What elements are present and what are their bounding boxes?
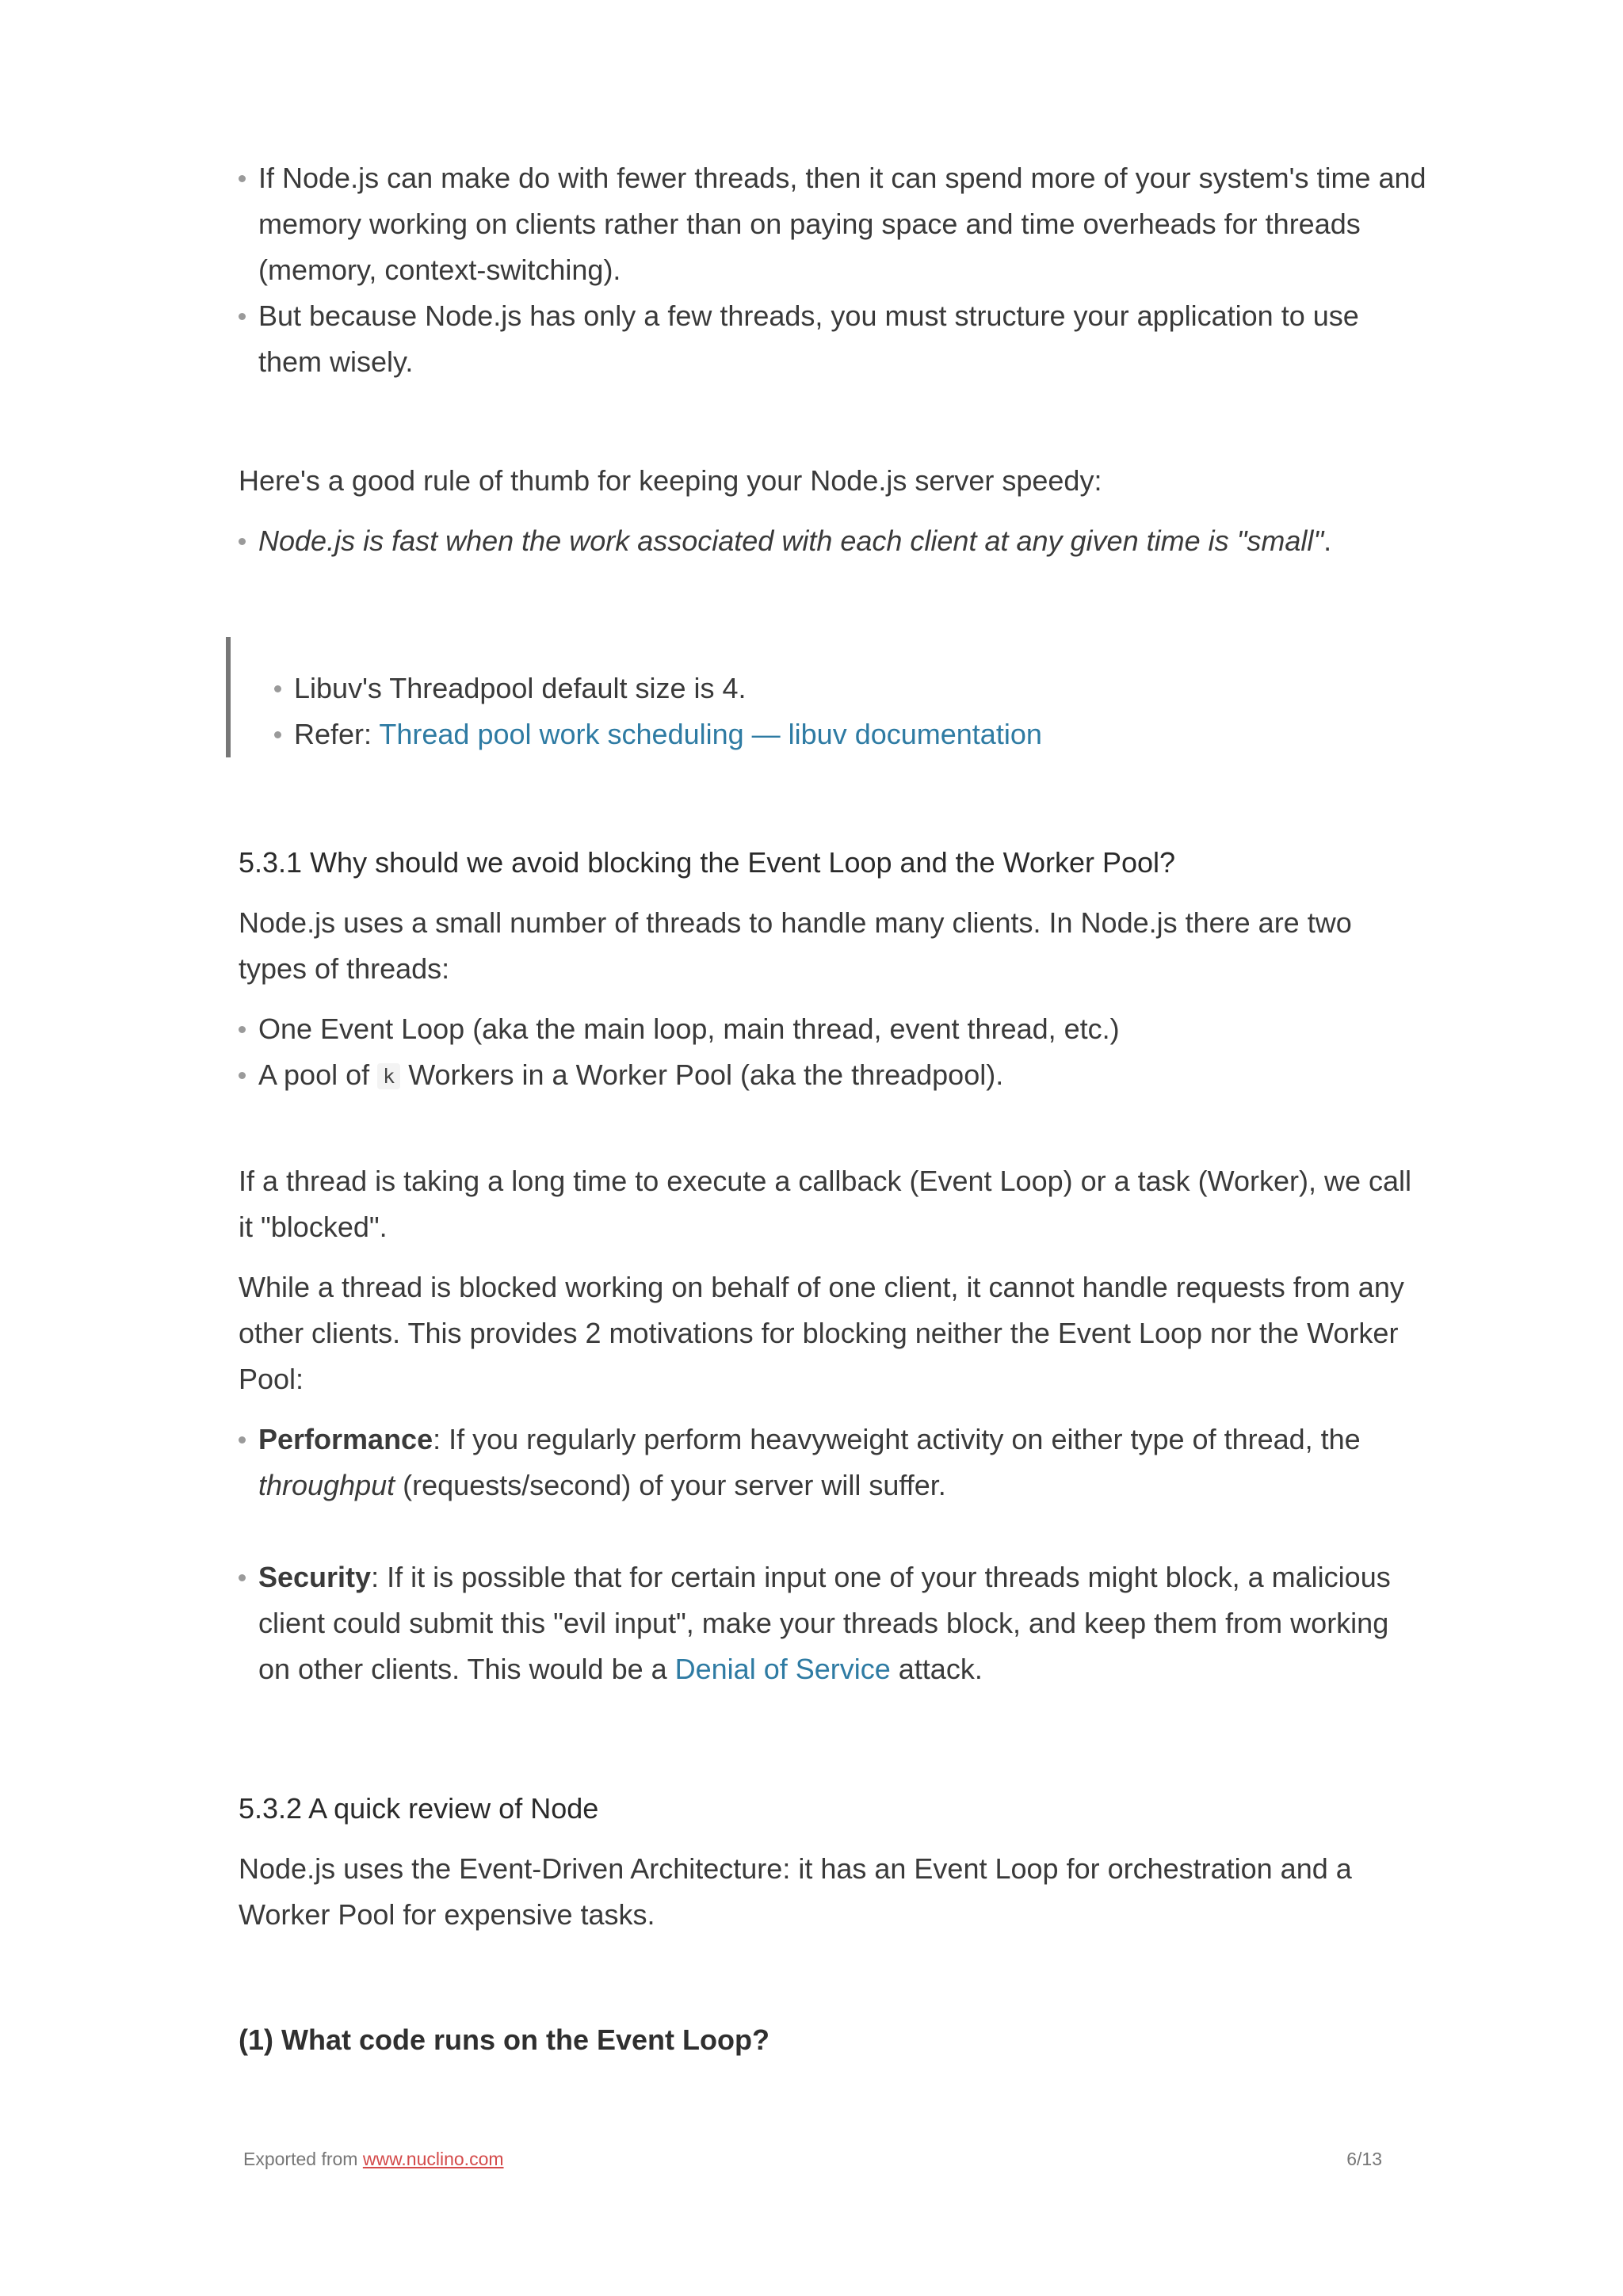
thread-types-list bbox=[239, 1006, 1427, 1100]
page-number: 6/13 bbox=[1346, 2149, 1382, 2169]
list-item: Performance: If you regularly perform heavyweight activity on either type of thread, the throughput (requests/second) of your server will suffer. bbox=[239, 1417, 1427, 1508]
inline-code: k bbox=[377, 1063, 400, 1089]
blockquote bbox=[226, 637, 1427, 757]
libuv-docs-link[interactable]: Thread pool work scheduling — libuv documentation bbox=[379, 718, 1042, 750]
list-item: Node.js is fast when the work associated with each client at any given time is "small". bbox=[239, 518, 1427, 564]
paragraph: If a thread is taking a long time to execute a callback (Event Loop) or a task (Worker), we call it "blocked". bbox=[239, 1165, 1412, 1243]
section-heading-5-3-2: 5.3.2 A quick review of Node bbox=[239, 1792, 599, 1825]
section-heading-5-3-1: 5.3.1 Why should we avoid blocking the Event Loop and the Worker Pool? bbox=[239, 846, 1176, 879]
list-item: Libuv's Threadpool default size is 4. bbox=[274, 666, 1427, 711]
denial-of-service-link[interactable]: Denial of Service bbox=[674, 1653, 891, 1685]
rule-bullet-list bbox=[239, 518, 1427, 564]
motivations-list bbox=[239, 1417, 1427, 1508]
paragraph: Node.js uses the Event-Driven Architecture: it has an Event Loop for orchestration and a Worker Pool for expensive tasks. bbox=[239, 1852, 1352, 1931]
list-item: If Node.js can make do with fewer threads, then it can spend more of your system's time and memory working on clients rather than on paying space and time overheads for threads (memory, context-switching). bbox=[239, 155, 1427, 293]
performance-label: Performance bbox=[258, 1423, 433, 1455]
page-footer bbox=[243, 2149, 1382, 2170]
security-label: Security bbox=[258, 1561, 372, 1593]
paragraph: While a thread is blocked working on behalf of one client, it cannot handle requests from any other clients. This provides 2 motivations for blocking neither the Event Loop nor the Worker Pool: bbox=[239, 1271, 1404, 1395]
paragraph: Node.js uses a small number of threads to handle many clients. In Node.js there are two types of threads: bbox=[239, 906, 1352, 985]
page-content bbox=[239, 155, 1427, 2063]
intro-bullet-list bbox=[239, 155, 1427, 385]
list-item: Security: If it is possible that for certain input one of your threads might block, a malicious client could submit this "evil input", make your threads block, and keep them from working on other clients. This would be a Denial of Service attack. bbox=[239, 1554, 1427, 1692]
list-item: Refer: Thread pool work scheduling — libuv documentation bbox=[274, 711, 1427, 757]
list-item: One Event Loop (aka the main loop, main thread, event thread, etc.) bbox=[239, 1006, 1427, 1052]
list-item: A pool of k Workers in a Worker Pool (aka the threadpool). bbox=[239, 1052, 1427, 1100]
subheading-event-loop: (1) What code runs on the Event Loop? bbox=[239, 2023, 769, 2056]
rule-intro: Here's a good rule of thumb for keeping your Node.js server speedy: bbox=[239, 464, 1102, 497]
footer-export-label: Exported from bbox=[243, 2149, 363, 2169]
rule-emphasis: Node.js is fast when the work associated with each client at any given time is "small" bbox=[258, 524, 1324, 557]
nuclino-link[interactable]: www.nuclino.com bbox=[362, 2149, 504, 2169]
list-item: But because Node.js has only a few threads, you must structure your application to use them wisely. bbox=[239, 293, 1427, 385]
